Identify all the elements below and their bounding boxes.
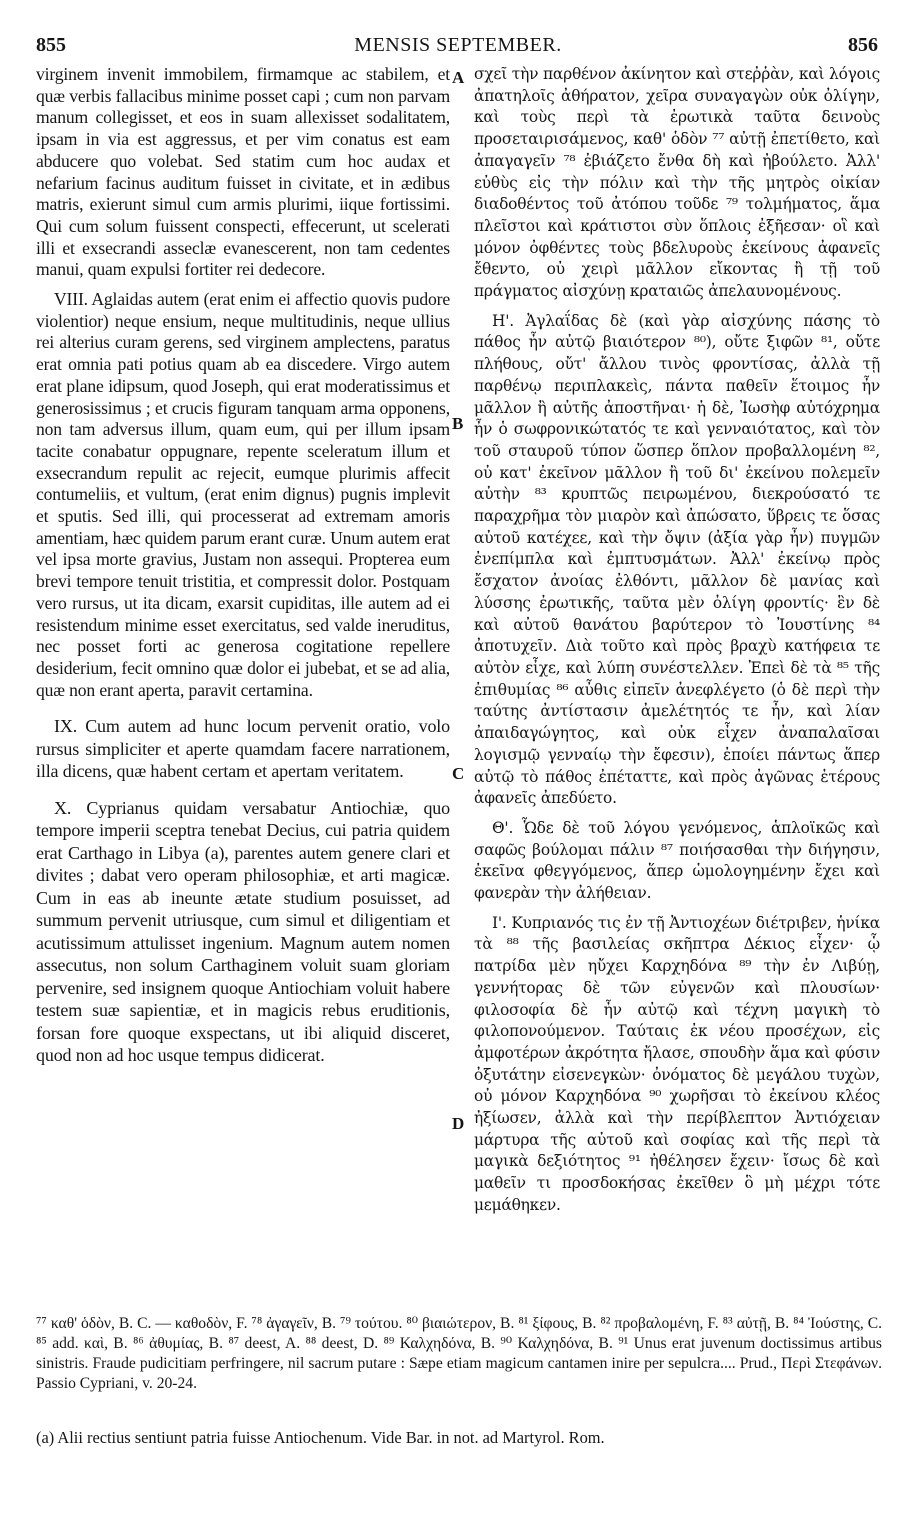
margin-letter-c: C: [452, 764, 465, 783]
page-header: [0, 34, 916, 58]
greek-paragraph-continuation: σχεῖ τὴν παρθένον ἀκίνητον καὶ στεῤῥὰν, καὶ λόγοις ἀπατηλοῖς ἀθήρατον, χεῖρα συναγαγὼν οὐκ ὀλίγην, καὶ τοὺς περὶ τὰ ἐρωτικὰ ταῦτα δεινοὺς προσεταιρισάμενος, καθ' ὁδὸν ⁷⁷ αὐτῇ ἐπετίθετο, καὶ ἀπαγαγεῖν ⁷⁸ ἐβιάζετο ἔνθα δὴ καὶ ἠβούλετο. Ἀλλ' εὐθὺς εἰς τὴν πόλιν καὶ τὴν τῆς μητρὸς οἰκίαν διαδοθέντος τοῦ ἀτόπου τοῦδε ⁷⁹ τολμήματος, ἅμα πλεῖστοι καὶ κράτιστοι σὺν ὅπλοις ἐξῆεσαν· οἳ καὶ μόνον ὀφθέντες τοὺς βδελυροὺς ἐκείνους ἀφανεῖς ἔθεντο, οὐ χειρὶ μᾶλλον εἴκοντας ἢ τῇ τοῦ πράγματος αἰσχύνῃ κραταιῶς ἀπελαυνομένους.: [474, 65, 880, 301]
latin-paragraph-ix: IX. Cum autem ad hunc locum pervenit oratio, volo rursus simpliciter et aperte quamdam facere narrationem, illa dicens, quæ habent certam et apertam veritatem.: [36, 716, 450, 782]
margin-letter-a: A: [452, 68, 465, 87]
latin-paragraph-viii: VIII. Aglaidas autem (erat enim ei affectio quovis pudore violentior) neque ensium, neque multitudinis, neque ullius rei alterius curam gerens, sed virginem amplectens, paratus erat omnia pati potius quam ab ea discedere. Virgo autem erat plane idipsum, quod Joseph, qui erat moderatissimus et generosissimus ; et crucis figuram tanquam arma opponens, non tam adversus illum, quam eum, qui per illum ipsam tacite conabatur oppugnare, repente sceleratum illum et exsecrandum repulit ac rejecit, eumque plurimis affecit contumeliis, et vultum, (erat enim dignus) pugnis implevit et sputis. Sed illi, qui processerat ad extremam amoris amentiam, hæc quidem parum erant curæ. Unum autem erat vel ipsa morte gravius, Justam non assequi. Propterea eum brevi tempore tenuit tristitia, et compressit dolor. Postquam vero rursus, ut ita dicam, exarsit cupiditas, ille autem ad ei resistendum minime esset exercitatus, sed valde ineruditus, nec posset forti ac generosa cogitatione repellere desiderium, fecit omnino quæ dolor ei jubebat, et se ad alia, quæ non erant aperta, paravit certamina.: [36, 289, 451, 700]
greek-column: [474, 64, 880, 1225]
page-number-right: 856: [848, 34, 878, 56]
latin-paragraph-x: X. Cyprianus quidam versabatur Antiochiæ, quo tempore imperii sceptra tenebat Decius, cui patria quidem erat Carthago in Libya (a), parentes autem genere clari et divites ; dabat vero operam philosophiæ, et arti magicæ. Cum in eas ab ineunte ætate studium posuisset, ad summum pervenit utriusque, cum simul et diligentiam et acutissimum attulisset ingenium. Magnum autem nomen assecutus, non solum Carthaginem voluit suam gloriam pervenire, sed insignem quoque Antiochiam voluit habere testem suæ sapientiæ, et in magicis rebus eruditionis, forsan fore quoque exspectans, ut ibi aliquid disceret, quod non ad hoc usque tempus didicerat.: [36, 797, 450, 1066]
greek-paragraph-eta: Η'. Ἀγλαΐδας δὲ (καὶ γὰρ αἰσχύνης πάσης τὸ πάθος ἦν αὐτῷ βιαιότερον ⁸⁰), οὔτε ξιφῶν ⁸¹, οὔτε πλήθους, οὔτ' ἄλλου τινὸς φροντίσας, ἀλλὰ τῇ παρθένῳ περιπλακεὶς, πάντα παθεῖν ἕτοιμος ἦν μᾶλλον ἢ αὐτῆς ἀποστῆναι· ἡ δὲ, Ἰωσὴφ αὐτόχρημα ἦν ὁ σωφρονικώτατός τε καὶ γενναιότατος, καὶ τὸν τοῦ σταυροῦ τύπον ὥσπερ ὅπλον προβαλλομένη ⁸², οὐ κατ' ἐκεῖνον μᾶλλον ἢ τοῦ δι' ἐκείνου πολεμεῖν αὐτὴν ⁸³ κρυπτῶς πειρωμένου, διεκρούσατό τε παραχρῆμα τὸν μιαρὸν καὶ ἀπώσατο, ὕβρεις τε ὅσας αὐτοῦ κατέχεε, καὶ τὴν ὄψιν (ἀξία γὰρ ἦν) πυγμῶν ἐνεπίμπλα καὶ ἐμπτυσμάτων. Ἀλλ' ἐκείνῳ πρὸς ἔσχατον ἀνοίας ἐλθόντι, μᾶλλον δὲ μανίας καὶ λύσσης ἐρωτικῆς, ταῦτα μὲν ὀλίγη φροντίς· ἓν δὲ καὶ αὐτοῦ θανάτου βαρύτερον τὸ Ἰουστίνης ⁸⁴ ἀποτυχεῖν. Διὰ τοῦτο καὶ πρὸς βραχὺ κατήφεια τε αὐτὸν εἶχε, καὶ λύπη συνέστελλεν. Ἐπεὶ δὲ τὰ ⁸⁵ τῆς ἐπιθυμίας ⁸⁶ αὖθις εἰπεῖν ἀνεφλέγετο (ὁ δὲ περὶ τὴν ταύτης ἀντίστασιν ἀμελέτητός τε ἦν, καὶ λίαν ἀπαιδαγώγητος, καὶ οὐκ εἶχεν ἀναπαλαῖσαι λογισμῷ γενναίῳ τὴν ἔφεσιν), ἐποίει πάντως ἅπερ αὐτῷ τὸ πάθος ἐπέταττε, καὶ πρὸς ἀγῶνας ἑτέρους ἀφανεῖς ἀπεδύετο.: [474, 311, 880, 808]
page-number-left: 855: [36, 34, 66, 56]
margin-letter-d: D: [452, 1114, 465, 1133]
latin-paragraph-continuation: virginem invenit immobilem, firmamque ac stabilem, et quæ verbis fallacibus minime posset capi ; cum non parvam manum collegisset, et eos in suam allexisset sodalitatem, ipsam in via est aggressus, et per vim conatus est eam abducere quo volebat. Sed statim cum hoc audax et nefarium facinus auditum fuisset in civitate, et in ædibus matris, exierunt simul cum armis plurimi, iique fortissimi. Qui cum solum fuissent conspecti, effecerunt, ut scelerati illi et exsecrandi asseclæ evanescerent, non tam cedentes manui, quam expulsi fortiter rei dedecore.: [36, 64, 450, 280]
greek-paragraph-theta: Θ'. Ὧδε δὲ τοῦ λόγου γενόμενος, ἁπλοϊκῶς καὶ σαφῶς βούλομαι πάλιν ⁸⁷ ποιήσασθαι τὴν διήγησιν, ἐκεῖνα φθεγγόμενος, ἅπερ ὡμολογημένην ἔχει καὶ φανερὰν τὴν ἀλήθειαν.: [474, 818, 880, 903]
margin-letter-b: B: [452, 414, 464, 433]
variant-footnotes: ⁷⁷ καθ' ὁδὸν, B. C. — καθοδὸν, F. ⁷⁸ ἀγαγεῖν, B. ⁷⁹ τούτου. ⁸⁰ βιαιώτερον, B. ⁸¹ ξίφους, B. ⁸² προβαλομένη, F. ⁸³ αὐτῇ, B. ⁸⁴ Ἰούστης, C. ⁸⁵ add. καὶ, B. ⁸⁶ ἀθυμίας, B. ⁸⁷ deest, A. ⁸⁸ deest, D. ⁸⁹ Καλχηδόνα, B. ⁹⁰ Καλχηδόνα, B. ⁹¹ Unus erat juvenum doctissimus artibus sinistris. Fraude pudicitiam perfringere, nil sacrum putare : Sæpe etiam magicum cantamen inire per sepulcra.... Prud., Περὶ Στεφάνων. Passio Cypriani, v. 20-24.: [36, 1315, 882, 1392]
running-title: MENSIS SEPTEMBER.: [354, 34, 562, 56]
latin-column: [36, 64, 450, 1075]
greek-paragraph-iota: Ι'. Κυπριανός τις ἐν τῇ Ἀντιοχέων διέτριβεν, ἡνίκα τὰ ⁸⁸ τῆς βασιλείας σκῆπτρα Δέκιος εἶχεν· ᾧ πατρίδα μὲν ηὔχει Καρχηδόνα ⁸⁹ τὴν ἐν Λιβύῃ, γεννήτορας δὲ τῶν εὐγενῶν καὶ πλουσίων· φιλοσοφία δὲ ἦν αὐτῷ καὶ τέχνη μαγικὴ τὸ φιλοπονούμενον. Ταύταις ἐκ νέου προσέχων, εἰς ἀμφοτέρων ἀκρότητα ἤλασε, σπουδὴν ἅμα καὶ φύσιν ὀξυτάτην εἰσενεγκὼν· ὀνόματος δὲ μεγάλου τυχὼν, οὐ μόνον Καρχηδόνα ⁹⁰ χωρῆσαι τὸ ἐκείνου κλέος ἠξίωσεν, ἀλλὰ καὶ τὴν περίβλεπτον Ἀντιόχειαν μάρτυρα τῆς αὐτοῦ καὶ σοφίας καὶ τῆς περὶ τὰ μαγικὰ δεξιότητος ⁹¹ ἠθέλησεν ἔχειν· ἴσως δὲ καὶ μαθεῖν τι προσδοκήσας ἐκεῖθεν ὃ μὴ μέχρι τότε μεμάθηκεν.: [474, 913, 880, 1214]
footnote-a: (a) Alii rectius sentiunt patria fuisse Antiochenum. Vide Bar. in not. ad Martyrol. Rom.: [36, 1428, 605, 1447]
